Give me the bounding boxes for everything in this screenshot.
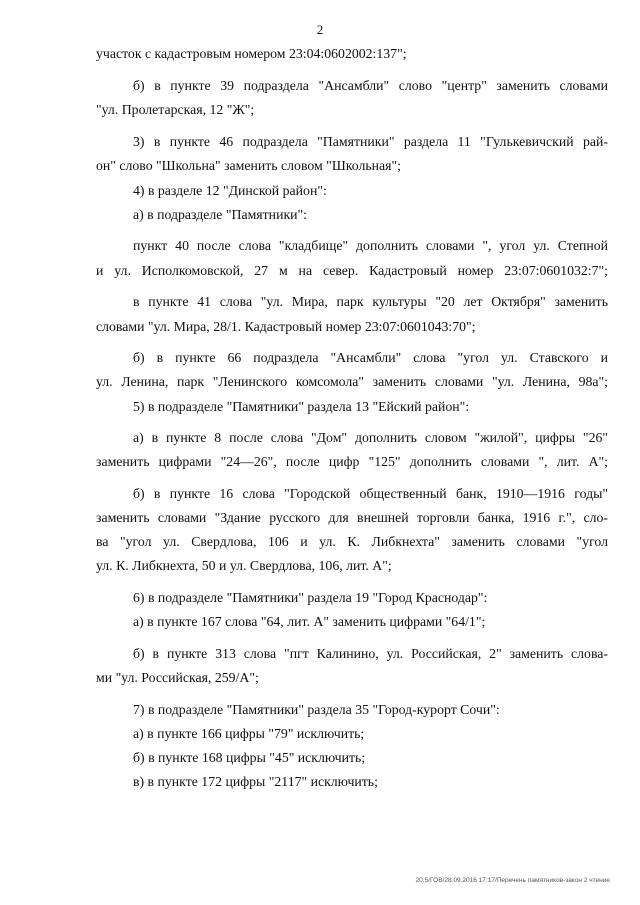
text-line: а) в пункте 8 после слова "Дом" дополнить словом "жилой", цифры "26" (133, 430, 608, 445)
text-line: б) в пункте 66 подраздела "Ансамбли" слова "угол ул. Ставского и (133, 350, 608, 365)
text-line: 6) в подразделе "Памятники" раздела 19 "Город Краснодар": (133, 590, 488, 605)
text-line: в пункте 41 слова "ул. Мира, парк культуры "20 лет Октября" заменить (133, 294, 608, 309)
text-line: словами "ул. Мира, 28/1. Кадастровый номер 23:07:0601043:70"; (96, 319, 476, 334)
text-line: заменить словами "Здание русского для внешней торговли банка, 1916 г.", сло- (96, 510, 608, 525)
text-line: а) в пункте 167 слова "64, лит. А" заменить цифрами "64/1"; (133, 614, 486, 629)
text-line: и ул. Исполкомовской, 27 м на север. Кадастровый номер 23:07:0601032:7"; (96, 263, 608, 278)
text-line: он" слово "Школьна" заменить словом "Школьная"; (96, 158, 401, 173)
text-line: ул. Ленина, парк "Ленинского комсомола" заменить словами "ул. Ленина, 98а"; (96, 374, 608, 389)
text-line: б) в пункте 168 цифры "45" исключить; (133, 750, 366, 765)
text-line: "ул. Пролетарская, 12 "Ж"; (96, 102, 255, 117)
text-line: ва "угол ул. Свердлова, 106 и ул. К. Либкнехта" заменить словами "угол (96, 534, 608, 549)
text-line: ул. К. Либкнехта, 50 и ул. Свердлова, 106, лит. А"; (96, 558, 392, 573)
text-line: 5) в подразделе "Памятники" раздела 13 "Ейский район": (133, 399, 470, 414)
page-number: 2 (316, 22, 324, 37)
text-line: 4) в разделе 12 "Динской район": (133, 183, 327, 198)
text-line: заменить цифрами "24—26", после цифр "125" дополнить словами ", лит. А"; (96, 454, 608, 469)
text-line: б) в пункте 39 подраздела "Ансамбли" слово "центр" заменить словами (133, 78, 608, 93)
text-line: 7) в подразделе "Памятники" раздела 35 "Город-курорт Сочи": (133, 702, 500, 717)
text-line: участок с кадастровым номером 23:04:0602002:137"; (96, 46, 407, 61)
text-line: пункт 40 после слова "кладбище" дополнить словами ", угол ул. Степной (133, 238, 608, 253)
text-line: а) в подразделе "Памятники": (133, 207, 308, 222)
text-line: в) в пункте 172 цифры "2117" исключить; (133, 774, 378, 789)
text-line: ми "ул. Российская, 259/А"; (96, 670, 259, 685)
text-line: б) в пункте 16 слова "Городской общественный банк, 1910—1916 годы" (133, 486, 608, 501)
text-line: а) в пункте 166 цифры "79" исключить; (133, 726, 365, 741)
text-line: 3) в пункте 46 подраздела "Памятники" раздела 11 "Гулькевичский рай- (133, 134, 608, 149)
document-footer: 20.5/ГОВ/28.09.2016 17:17/Перечень памятников-закон 2 чтение (415, 877, 610, 884)
text-line: б) в пункте 313 слова "пгт Калинино, ул. Российская, 2" заменить слова- (133, 646, 608, 661)
